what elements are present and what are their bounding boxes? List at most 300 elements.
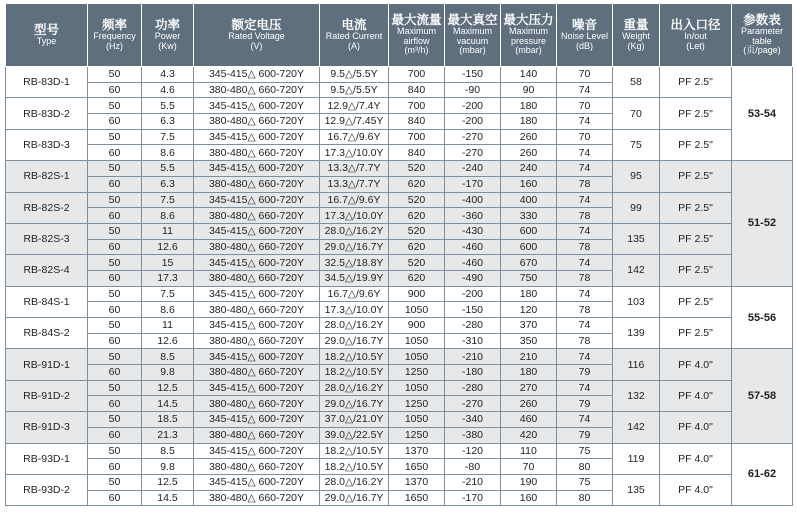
- frequency-cell: 50: [88, 255, 142, 271]
- header-frequency-en: (Hz): [106, 40, 123, 51]
- pressure-cell: 600: [501, 239, 557, 255]
- voltage-cell: 345-415△ 600-720Y: [194, 380, 320, 396]
- noise-cell: 74: [557, 286, 613, 302]
- frequency-cell: 50: [88, 474, 142, 490]
- model-type-cell: RB-84S-1: [6, 286, 88, 317]
- port-cell: PF 2.5": [660, 318, 732, 349]
- spec-table-container: [5, 3, 792, 506]
- vacuum-cell: -380: [445, 427, 501, 443]
- noise-cell: 78: [557, 208, 613, 224]
- power-cell: 21.3: [142, 427, 194, 443]
- port-cell: PF 2.5": [660, 98, 732, 129]
- port-cell: PF 2.5": [660, 192, 732, 223]
- header-in-out: [660, 4, 732, 67]
- current-cell: 28.0△/16.2Y: [320, 318, 389, 334]
- voltage-cell: 345-415△ 600-720Y: [194, 98, 320, 114]
- parameter-page-cell: 51-52: [732, 161, 793, 287]
- voltage-cell: 380-480△ 660-720Y: [194, 145, 320, 161]
- header-frequency: [88, 4, 142, 67]
- weight-cell: 119: [613, 443, 660, 474]
- frequency-cell: 50: [88, 129, 142, 145]
- frequency-cell: 60: [88, 208, 142, 224]
- header-rated-current-en: (A): [348, 40, 360, 51]
- airflow-cell: 1050: [389, 380, 445, 396]
- vacuum-cell: -270: [445, 129, 501, 145]
- voltage-cell: 345-415△ 600-720Y: [194, 286, 320, 302]
- noise-cell: 78: [557, 302, 613, 318]
- current-cell: 16.7△/9.6Y: [320, 129, 389, 145]
- frequency-cell: 50: [88, 67, 142, 83]
- header-weight: [613, 4, 660, 67]
- power-cell: 6.3: [142, 114, 194, 130]
- noise-cell: 74: [557, 349, 613, 365]
- header-rated-voltage-cn: 额定电压: [231, 18, 282, 32]
- vacuum-cell: -460: [445, 255, 501, 271]
- power-cell: 6.3: [142, 176, 194, 192]
- pressure-cell: 600: [501, 223, 557, 239]
- weight-cell: 142: [613, 412, 660, 443]
- header-max-airflow: [389, 4, 445, 67]
- header-max-airflow-en: airflow: [403, 35, 430, 46]
- port-cell: PF 2.5": [660, 129, 732, 160]
- power-cell: 15: [142, 255, 194, 271]
- header-in-out-en: In/out: [684, 31, 707, 42]
- header-max-vacuum-en: Maximum: [452, 26, 492, 37]
- power-cell: 4.3: [142, 67, 194, 83]
- current-cell: 18.2△/10.5Y: [320, 443, 389, 459]
- vacuum-cell: -310: [445, 333, 501, 349]
- table-row: [6, 412, 793, 428]
- pressure-cell: 330: [501, 208, 557, 224]
- airflow-cell: 1250: [389, 396, 445, 412]
- voltage-cell: 345-415△ 600-720Y: [194, 223, 320, 239]
- pressure-cell: 180: [501, 114, 557, 130]
- airflow-cell: 700: [389, 98, 445, 114]
- current-cell: 16.7△/9.6Y: [320, 192, 389, 208]
- header-noise-level: [557, 4, 613, 67]
- table-row: [6, 380, 793, 396]
- noise-cell: 74: [557, 114, 613, 130]
- port-cell: PF 4.0": [660, 474, 732, 505]
- current-cell: 28.0△/16.2Y: [320, 223, 389, 239]
- airflow-cell: 840: [389, 82, 445, 98]
- port-cell: PF 2.5": [660, 223, 732, 254]
- parameter-page-cell: 55-56: [732, 286, 793, 349]
- parameter-page-cell: 57-58: [732, 349, 793, 443]
- power-cell: 14.5: [142, 396, 194, 412]
- current-cell: 28.0△/16.2Y: [320, 474, 389, 490]
- vacuum-cell: -240: [445, 161, 501, 177]
- vacuum-cell: -400: [445, 192, 501, 208]
- header-noise-level-cn: 噪音: [571, 18, 597, 32]
- parameter-page-cell: 53-54: [732, 67, 793, 161]
- voltage-cell: 380-480△ 660-720Y: [194, 176, 320, 192]
- header-type: [6, 4, 88, 67]
- port-cell: PF 2.5": [660, 161, 732, 192]
- frequency-cell: 60: [88, 459, 142, 475]
- voltage-cell: 380-480△ 660-720Y: [194, 490, 320, 506]
- noise-cell: 74: [557, 255, 613, 271]
- header-max-pressure-en: (mbar): [515, 45, 542, 56]
- airflow-cell: 1250: [389, 427, 445, 443]
- current-cell: 32.5△/18.8Y: [320, 255, 389, 271]
- header-in-out-cn: 出入口径: [670, 18, 721, 32]
- vacuum-cell: -120: [445, 443, 501, 459]
- current-cell: 12.9△/7.45Y: [320, 114, 389, 130]
- noise-cell: 74: [557, 161, 613, 177]
- current-cell: 39.0△/22.5Y: [320, 427, 389, 443]
- current-cell: 29.0△/16.7Y: [320, 333, 389, 349]
- noise-cell: 74: [557, 318, 613, 334]
- weight-cell: 99: [613, 192, 660, 223]
- port-cell: PF 4.0": [660, 443, 732, 474]
- frequency-cell: 50: [88, 349, 142, 365]
- port-cell: PF 2.5": [660, 67, 732, 98]
- voltage-cell: 345-415△ 600-720Y: [194, 161, 320, 177]
- airflow-cell: 520: [389, 192, 445, 208]
- voltage-cell: 345-415△ 600-720Y: [194, 67, 320, 83]
- noise-cell: 80: [557, 459, 613, 475]
- port-cell: PF 4.0": [660, 380, 732, 411]
- header-power-en: (Kw): [158, 40, 177, 51]
- model-type-cell: RB-91D-2: [6, 380, 88, 411]
- header-max-pressure: [501, 4, 557, 67]
- power-cell: 7.5: [142, 192, 194, 208]
- pressure-cell: 750: [501, 270, 557, 286]
- frequency-cell: 60: [88, 490, 142, 506]
- header-type-cn: 型号: [33, 22, 59, 37]
- model-type-cell: RB-83D-3: [6, 129, 88, 160]
- pressure-cell: 240: [501, 161, 557, 177]
- header-max-vacuum: [445, 4, 501, 67]
- noise-cell: 74: [557, 412, 613, 428]
- power-cell: 12.5: [142, 380, 194, 396]
- table-row: [6, 286, 793, 302]
- noise-cell: 75: [557, 443, 613, 459]
- frequency-cell: 50: [88, 161, 142, 177]
- model-type-cell: RB-91D-3: [6, 412, 88, 443]
- vacuum-cell: -210: [445, 474, 501, 490]
- frequency-cell: 50: [88, 443, 142, 459]
- current-cell: 28.0△/16.2Y: [320, 380, 389, 396]
- frequency-cell: 50: [88, 380, 142, 396]
- power-cell: 11: [142, 223, 194, 239]
- header-max-vacuum-cn: 最大真空: [447, 13, 498, 28]
- voltage-cell: 345-415△ 600-720Y: [194, 443, 320, 459]
- current-cell: 17.3△/10.0Y: [320, 302, 389, 318]
- current-cell: 18.2△/10.5Y: [320, 459, 389, 475]
- airflow-cell: 700: [389, 67, 445, 83]
- header-frequency-en: Frequency: [93, 31, 136, 42]
- airflow-cell: 620: [389, 239, 445, 255]
- noise-cell: 79: [557, 365, 613, 381]
- frequency-cell: 60: [88, 82, 142, 98]
- header-max-pressure-cn: 最大压力: [503, 13, 554, 28]
- current-cell: 12.9△/7.4Y: [320, 98, 389, 114]
- noise-cell: 70: [557, 98, 613, 114]
- vacuum-cell: -150: [445, 302, 501, 318]
- header-in-out-en: (Let): [686, 40, 705, 51]
- weight-cell: 135: [613, 474, 660, 505]
- model-type-cell: RB-84S-2: [6, 318, 88, 349]
- vacuum-cell: -270: [445, 145, 501, 161]
- power-cell: 17.3: [142, 270, 194, 286]
- voltage-cell: 380-480△ 660-720Y: [194, 114, 320, 130]
- airflow-cell: 840: [389, 145, 445, 161]
- header-rated-current-en: Rated Current: [325, 31, 383, 42]
- noise-cell: 78: [557, 333, 613, 349]
- voltage-cell: 380-480△ 660-720Y: [194, 82, 320, 98]
- header-max-vacuum-en: vacuum: [456, 35, 489, 46]
- header-row: [6, 4, 793, 67]
- vacuum-cell: -340: [445, 412, 501, 428]
- frequency-cell: 60: [88, 396, 142, 412]
- vacuum-cell: -210: [445, 349, 501, 365]
- table-row: [6, 98, 793, 114]
- power-cell: 11: [142, 318, 194, 334]
- pressure-cell: 270: [501, 380, 557, 396]
- header-parameter-table-en: table: [752, 35, 772, 46]
- header-power-cn: 功率: [154, 18, 180, 32]
- pressure-cell: 180: [501, 365, 557, 381]
- voltage-cell: 345-415△ 600-720Y: [194, 474, 320, 490]
- voltage-cell: 380-480△ 660-720Y: [194, 270, 320, 286]
- model-type-cell: RB-83D-2: [6, 98, 88, 129]
- airflow-cell: 900: [389, 286, 445, 302]
- pressure-cell: 260: [501, 396, 557, 412]
- model-type-cell: RB-82S-1: [6, 161, 88, 192]
- noise-cell: 79: [557, 427, 613, 443]
- weight-cell: 103: [613, 286, 660, 317]
- header-max-vacuum-en: (mbar): [459, 45, 486, 56]
- frequency-cell: 50: [88, 223, 142, 239]
- header-rated-voltage: [194, 4, 320, 67]
- power-cell: 8.6: [142, 208, 194, 224]
- header-max-airflow-en: Maximum: [396, 26, 436, 37]
- power-cell: 7.5: [142, 129, 194, 145]
- current-cell: 13.3△/7.7Y: [320, 176, 389, 192]
- noise-cell: 79: [557, 396, 613, 412]
- port-cell: PF 4.0": [660, 412, 732, 443]
- vacuum-cell: -150: [445, 67, 501, 83]
- noise-cell: 74: [557, 145, 613, 161]
- header-max-airflow-cn: 最大流量: [391, 13, 442, 28]
- frequency-cell: 60: [88, 239, 142, 255]
- noise-cell: 74: [557, 223, 613, 239]
- header-weight-en: Weight: [622, 31, 650, 42]
- model-type-cell: RB-91D-1: [6, 349, 88, 380]
- voltage-cell: 345-415△ 600-720Y: [194, 318, 320, 334]
- current-cell: 18.2△/10.5Y: [320, 365, 389, 381]
- voltage-cell: 380-480△ 660-720Y: [194, 239, 320, 255]
- weight-cell: 142: [613, 255, 660, 286]
- header-rated-voltage-en: Rated Voltage: [228, 31, 285, 42]
- table-body: [6, 67, 793, 506]
- frequency-cell: 50: [88, 98, 142, 114]
- frequency-cell: 60: [88, 270, 142, 286]
- vacuum-cell: -170: [445, 176, 501, 192]
- frequency-cell: 60: [88, 145, 142, 161]
- header-parameter-table-cn: 参数表: [743, 13, 781, 28]
- airflow-cell: 1650: [389, 459, 445, 475]
- voltage-cell: 380-480△ 660-720Y: [194, 365, 320, 381]
- weight-cell: 139: [613, 318, 660, 349]
- voltage-cell: 380-480△ 660-720Y: [194, 333, 320, 349]
- vacuum-cell: -200: [445, 114, 501, 130]
- voltage-cell: 380-480△ 660-720Y: [194, 208, 320, 224]
- table-row: [6, 129, 793, 145]
- frequency-cell: 60: [88, 333, 142, 349]
- header-rated-current-cn: 电流: [341, 18, 367, 32]
- airflow-cell: 1370: [389, 443, 445, 459]
- noise-cell: 74: [557, 380, 613, 396]
- table-row: [6, 255, 793, 271]
- airflow-cell: 620: [389, 176, 445, 192]
- power-cell: 5.5: [142, 161, 194, 177]
- noise-cell: 74: [557, 192, 613, 208]
- pressure-cell: 120: [501, 302, 557, 318]
- port-cell: PF 2.5": [660, 255, 732, 286]
- airflow-cell: 840: [389, 114, 445, 130]
- pressure-cell: 190: [501, 474, 557, 490]
- power-cell: 8.6: [142, 302, 194, 318]
- power-cell: 4.6: [142, 82, 194, 98]
- pressure-cell: 370: [501, 318, 557, 334]
- airflow-cell: 520: [389, 223, 445, 239]
- weight-cell: 58: [613, 67, 660, 98]
- current-cell: 18.2△/10.5Y: [320, 349, 389, 365]
- vacuum-cell: -360: [445, 208, 501, 224]
- vacuum-cell: -170: [445, 490, 501, 506]
- current-cell: 13.3△/7.7Y: [320, 161, 389, 177]
- frequency-cell: 60: [88, 427, 142, 443]
- pressure-cell: 460: [501, 412, 557, 428]
- airflow-cell: 620: [389, 208, 445, 224]
- header-power-en: Power: [154, 31, 181, 42]
- header-rated-voltage-en: (V): [250, 40, 263, 51]
- noise-cell: 78: [557, 270, 613, 286]
- header-weight-en: (Kg): [627, 40, 645, 51]
- airflow-cell: 520: [389, 255, 445, 271]
- current-cell: 29.0△/16.7Y: [320, 490, 389, 506]
- noise-cell: 78: [557, 239, 613, 255]
- vacuum-cell: -200: [445, 286, 501, 302]
- airflow-cell: 1050: [389, 412, 445, 428]
- airflow-cell: 1650: [389, 490, 445, 506]
- voltage-cell: 345-415△ 600-720Y: [194, 255, 320, 271]
- noise-cell: 80: [557, 490, 613, 506]
- vacuum-cell: -280: [445, 318, 501, 334]
- table-row: [6, 474, 793, 490]
- current-cell: 34.5△/19.9Y: [320, 270, 389, 286]
- table-row: [6, 192, 793, 208]
- header-type-en: Type: [36, 35, 57, 46]
- header-power: [142, 4, 194, 67]
- airflow-cell: 1250: [389, 365, 445, 381]
- vacuum-cell: -430: [445, 223, 501, 239]
- current-cell: 9.5△/5.5Y: [320, 67, 389, 83]
- current-cell: 17.3△/10.0Y: [320, 145, 389, 161]
- power-cell: 12.6: [142, 333, 194, 349]
- pressure-cell: 210: [501, 349, 557, 365]
- frequency-cell: 50: [88, 286, 142, 302]
- power-cell: 9.8: [142, 459, 194, 475]
- airflow-cell: 620: [389, 270, 445, 286]
- header-parameter-table: [732, 4, 793, 67]
- power-cell: 12.5: [142, 474, 194, 490]
- vacuum-cell: -80: [445, 459, 501, 475]
- header-noise-level-en: (dB): [575, 40, 593, 51]
- noise-cell: 74: [557, 82, 613, 98]
- current-cell: 37.0△/21.0Y: [320, 412, 389, 428]
- airflow-cell: 1050: [389, 349, 445, 365]
- header-frequency-cn: 频率: [101, 18, 127, 32]
- vacuum-cell: -90: [445, 82, 501, 98]
- voltage-cell: 380-480△ 660-720Y: [194, 302, 320, 318]
- power-cell: 14.5: [142, 490, 194, 506]
- power-cell: 8.5: [142, 443, 194, 459]
- header-parameter-table-en: Parameter: [740, 26, 784, 37]
- voltage-cell: 380-480△ 660-720Y: [194, 396, 320, 412]
- pressure-cell: 260: [501, 129, 557, 145]
- frequency-cell: 60: [88, 365, 142, 381]
- spec-table: [5, 3, 793, 506]
- table-row: [6, 67, 793, 83]
- header-noise-level-en: Noise Level: [560, 31, 609, 42]
- airflow-cell: 700: [389, 129, 445, 145]
- voltage-cell: 345-415△ 600-720Y: [194, 129, 320, 145]
- table-row: [6, 161, 793, 177]
- model-type-cell: RB-82S-2: [6, 192, 88, 223]
- frequency-cell: 50: [88, 412, 142, 428]
- vacuum-cell: -280: [445, 380, 501, 396]
- airflow-cell: 1050: [389, 333, 445, 349]
- current-cell: 17.3△/10.0Y: [320, 208, 389, 224]
- table-row: [6, 443, 793, 459]
- noise-cell: 70: [557, 129, 613, 145]
- pressure-cell: 350: [501, 333, 557, 349]
- table-row: [6, 318, 793, 334]
- noise-cell: 78: [557, 176, 613, 192]
- weight-cell: 132: [613, 380, 660, 411]
- weight-cell: 116: [613, 349, 660, 380]
- airflow-cell: 520: [389, 161, 445, 177]
- pressure-cell: 670: [501, 255, 557, 271]
- airflow-cell: 900: [389, 318, 445, 334]
- frequency-cell: 50: [88, 192, 142, 208]
- header-max-airflow-en: (m³/h): [404, 45, 429, 56]
- pressure-cell: 260: [501, 145, 557, 161]
- table-row: [6, 223, 793, 239]
- model-type-cell: RB-93D-2: [6, 474, 88, 505]
- frequency-cell: 50: [88, 318, 142, 334]
- pressure-cell: 400: [501, 192, 557, 208]
- table-row: [6, 349, 793, 365]
- pressure-cell: 160: [501, 490, 557, 506]
- weight-cell: 70: [613, 98, 660, 129]
- port-cell: PF 2.5": [660, 286, 732, 317]
- header-parameter-table-en: (页/page): [743, 45, 781, 56]
- power-cell: 8.5: [142, 349, 194, 365]
- pressure-cell: 90: [501, 82, 557, 98]
- frequency-cell: 60: [88, 176, 142, 192]
- vacuum-cell: -180: [445, 365, 501, 381]
- pressure-cell: 160: [501, 176, 557, 192]
- current-cell: 9.5△/5.5Y: [320, 82, 389, 98]
- pressure-cell: 110: [501, 443, 557, 459]
- weight-cell: 135: [613, 223, 660, 254]
- airflow-cell: 1050: [389, 302, 445, 318]
